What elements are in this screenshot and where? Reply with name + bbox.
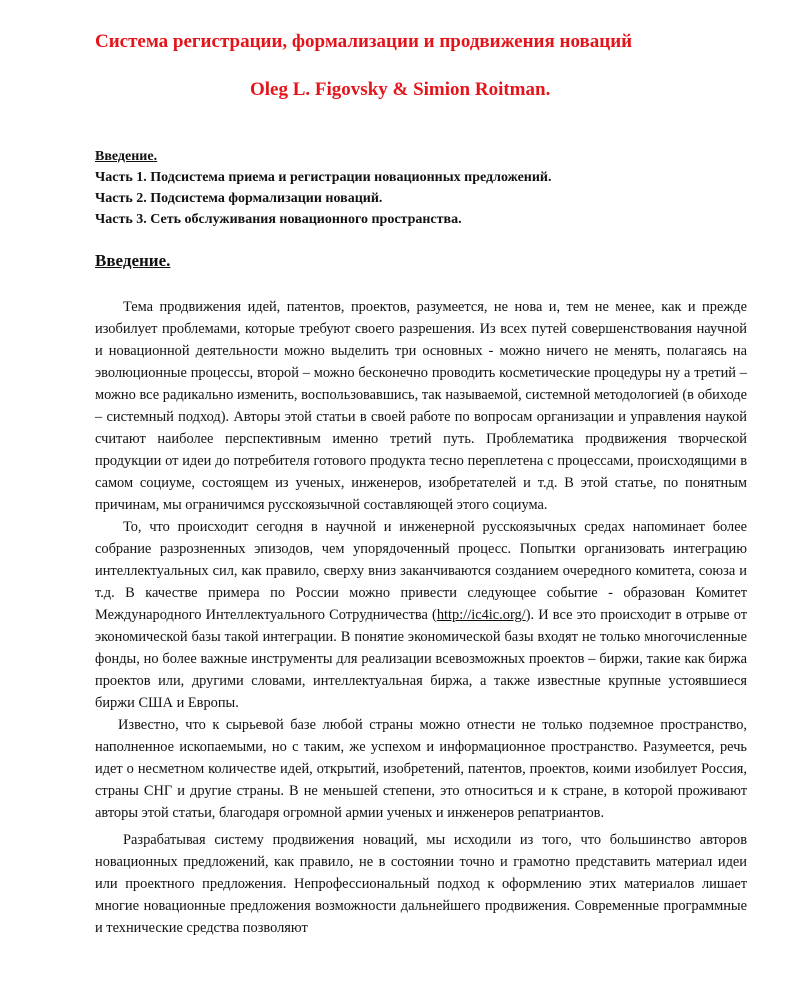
paragraph-2: [95, 516, 747, 714]
toc-item-part-3: [95, 209, 552, 230]
toc-label-part-2: Часть 2. Подсистема формализации новаций.: [95, 191, 383, 206]
paragraph-2-text-before-link: То, что происходит сегодня в научной и инженерной русскоязычных средах напоминает более собрание разрозненных эпизодов, чем упорядоченный процесс. Попытки организовать интеграцию интеллектуальных сил, как правило, сверху вниз заканчиваются созданием очередного комитета, союза и т.д. В качестве примера по России можно привести следующее событие - образован Комитет Международного Интеллектуального Сотрудничества (: [95, 519, 747, 623]
toc-item-part-1: [95, 167, 552, 188]
body-text: [95, 296, 747, 939]
toc-link-introduction[interactable]: Введение.: [95, 149, 158, 164]
document-authors: Oleg L. Figovsky & Simion Roitman.: [250, 79, 551, 100]
ic4ic-link[interactable]: http://ic4ic.org/: [436, 607, 526, 623]
paragraph-4: Разрабатывая систему продвижения новаций, мы исходили из того, что большинство авторов новационных предложений, как правило, не в состоянии точно и грамотно представить материал идеи или проектного предложения. Непрофессиональный подход к оформлению этих материалов лишает многие новационные предложения возможности дальнейшего продвижения. Современные программные и технические средства позволяют: [95, 832, 747, 936]
paragraph-3: Известно, что к сырьевой базе любой страны можно отнести не только подземное пространство, наполненное ископаемыми, но с таким, же успехом и информационное пространство. Разумеется, речь идет о несметном количестве идей, открытий, изобретений, патентов, проектов, коими изобилует Россия, страны СНГ и другие страны. В не меньшей степени, это относиться и к стране, в которой проживают авторы этой статьи, благодаря огромной армии ученых и инженеров репатриантов.: [95, 717, 747, 821]
toc-label-part-3: Часть 3. Сеть обслуживания новационного пространства.: [95, 212, 462, 227]
toc-label-part-1: Часть 1. Подсистема приема и регистрации новационных предложений.: [95, 170, 552, 185]
section-heading-introduction: Введение.: [95, 251, 171, 270]
toc-item-part-2: [95, 188, 552, 209]
paragraph-2-text-after-link: ). И все это происходит в отрыве от экономической базы такой интеграции. В понятие экономической базы входят не только многочисленные фонды, но более важные инструменты для реализации всевозможных проектов – биржи, такие как биржа проектов или, другими словами, интеллектуальная биржа, а также известные крупные устоявшиеся биржи США и Европы.: [95, 607, 747, 711]
paragraph-1: Тема продвижения идей, патентов, проектов, разумеется, не нова и, тем не менее, как и прежде изобилует проблемами, которые требуют своего разрешения. Из всех путей совершенствования научной и новационной деятельности можно выделить три основных - можно ничего не менять, полагаясь на эволюционные процессы, второй – можно бесконечно проводить косметические процедуры ну а третий – можно все радикально изменить, воспользовавшись, так называемой, системной методологией (в обиходе – системный подход). Авторы этой статьи в своей работе по вопросам организации и управления наукой считают наиболее перспективным именно третий путь. Проблематика продвижения творческой продукции от идеи до потребителя готового продукта тесно переплетена с процессами, происходящими в самом социуме, состоящем из ученых, инженеров, изобретателей и т.д. В этой статье, по понятным причинам, мы ограничимся русскоязычной составляющей этого социума.: [95, 299, 747, 513]
toc-item-introduction[interactable]: [95, 146, 552, 167]
table-of-contents: [95, 146, 552, 230]
document-title: Система регистрации, формализации и продвижения новаций: [95, 31, 633, 52]
